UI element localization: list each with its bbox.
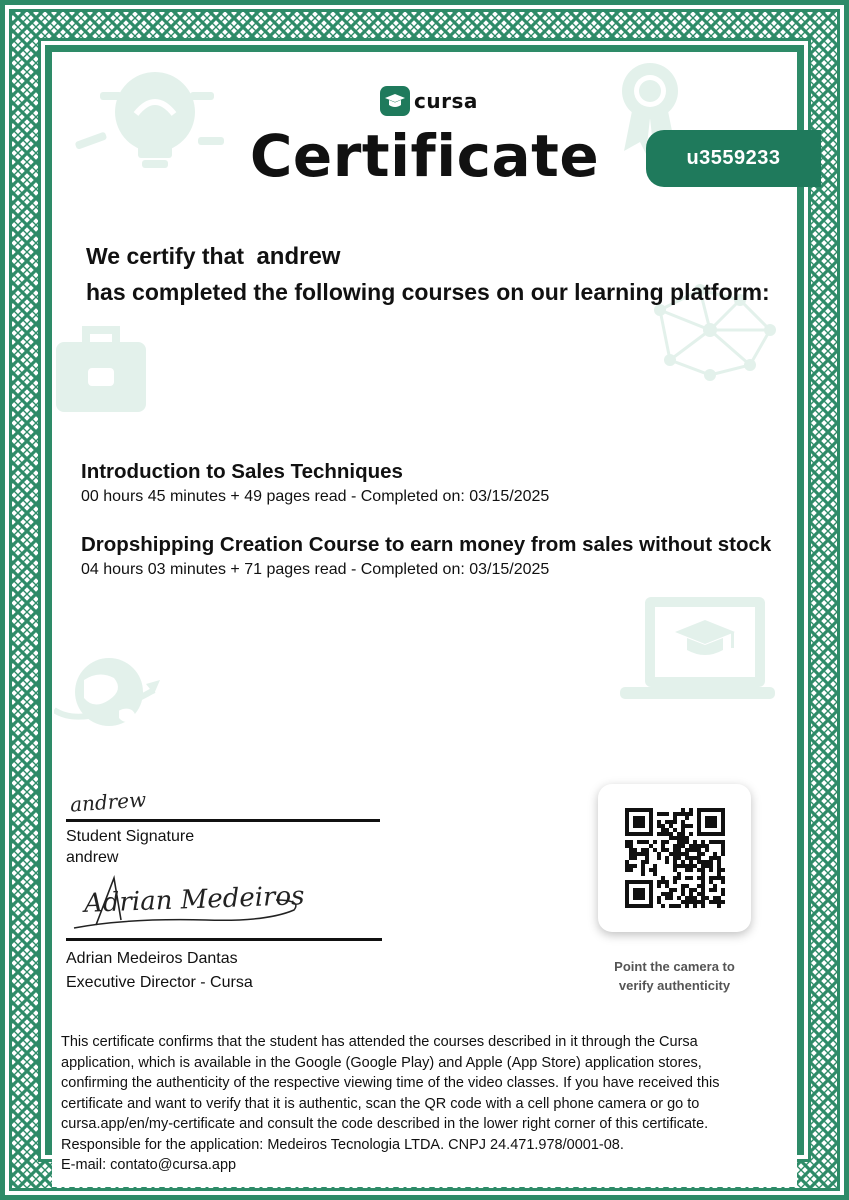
course-title: Dropshipping Creation Course to earn money from sales without stock bbox=[81, 533, 772, 556]
student-signature-label: Student Signature bbox=[66, 828, 195, 845]
course-meta: 04 hours 03 minutes + 71 pages read - Completed on: 03/15/2025 bbox=[81, 561, 550, 578]
certify-prefix: We certify that bbox=[86, 243, 245, 269]
footer-line: certificate and want to verify that it is authentic, scan the QR code with a cell phone camera or go to bbox=[61, 1095, 700, 1112]
globe-icon bbox=[54, 650, 164, 740]
student-handwritten-signature: andrew bbox=[69, 787, 147, 817]
qr-caption-line-1: Point the camera to bbox=[614, 959, 735, 974]
certificate-code-badge: u3559233 bbox=[646, 130, 821, 187]
certify-line bbox=[86, 243, 340, 271]
qr-caption bbox=[598, 957, 751, 995]
course-title: Introduction to Sales Techniques bbox=[81, 460, 403, 483]
footer-line[interactable]: E-mail: contato@cursa.app bbox=[61, 1157, 237, 1173]
director-signature-line bbox=[66, 938, 382, 941]
qr-caption-line-2: verify authenticity bbox=[618, 978, 731, 993]
footer-line: confirming the authenticity of the respective viewing time of the video classes. If you have received this bbox=[61, 1075, 720, 1091]
director-name: Adrian Medeiros Dantas bbox=[66, 950, 238, 967]
student-signature-line bbox=[66, 819, 380, 822]
brand-name: cursa bbox=[414, 89, 478, 113]
laptop-graduation-icon bbox=[620, 592, 775, 707]
course-item bbox=[81, 460, 549, 506]
course-meta: 00 hours 45 minutes + 49 pages read - Completed on: 03/15/2025 bbox=[81, 488, 550, 505]
cursa-logo bbox=[380, 86, 478, 116]
director-role: Executive Director - Cursa bbox=[66, 974, 253, 991]
completed-statement: has completed the following courses on our learning platform: bbox=[86, 279, 770, 305]
briefcase-icon bbox=[52, 318, 148, 416]
footer-disclaimer bbox=[61, 1032, 787, 1176]
course-item bbox=[81, 533, 771, 579]
qr-code bbox=[625, 808, 725, 908]
student-signature-name: andrew bbox=[66, 849, 119, 866]
footer-line: application, which is available in the Google (Google Play) and Apple (App Store) application stores, bbox=[61, 1054, 702, 1071]
director-handwritten-signature: Adrian Medeiros bbox=[83, 881, 305, 919]
qr-code-card[interactable] bbox=[598, 784, 751, 932]
footer-line: This certificate confirms that the student has attended the courses described in it through the Cursa bbox=[61, 1034, 698, 1050]
certificate-title: Certificate bbox=[249, 122, 600, 190]
student-name: andrew bbox=[256, 243, 341, 270]
cursa-logo-icon bbox=[380, 86, 410, 116]
footer-line[interactable]: cursa.app/en/my-certificate and consult the code described in the lower right corner of this certificate. bbox=[61, 1116, 709, 1132]
footer-line: Responsible for the application: Medeiros Tecnologia LTDA. CNPJ 24.471.978/0001-08. bbox=[61, 1136, 624, 1153]
